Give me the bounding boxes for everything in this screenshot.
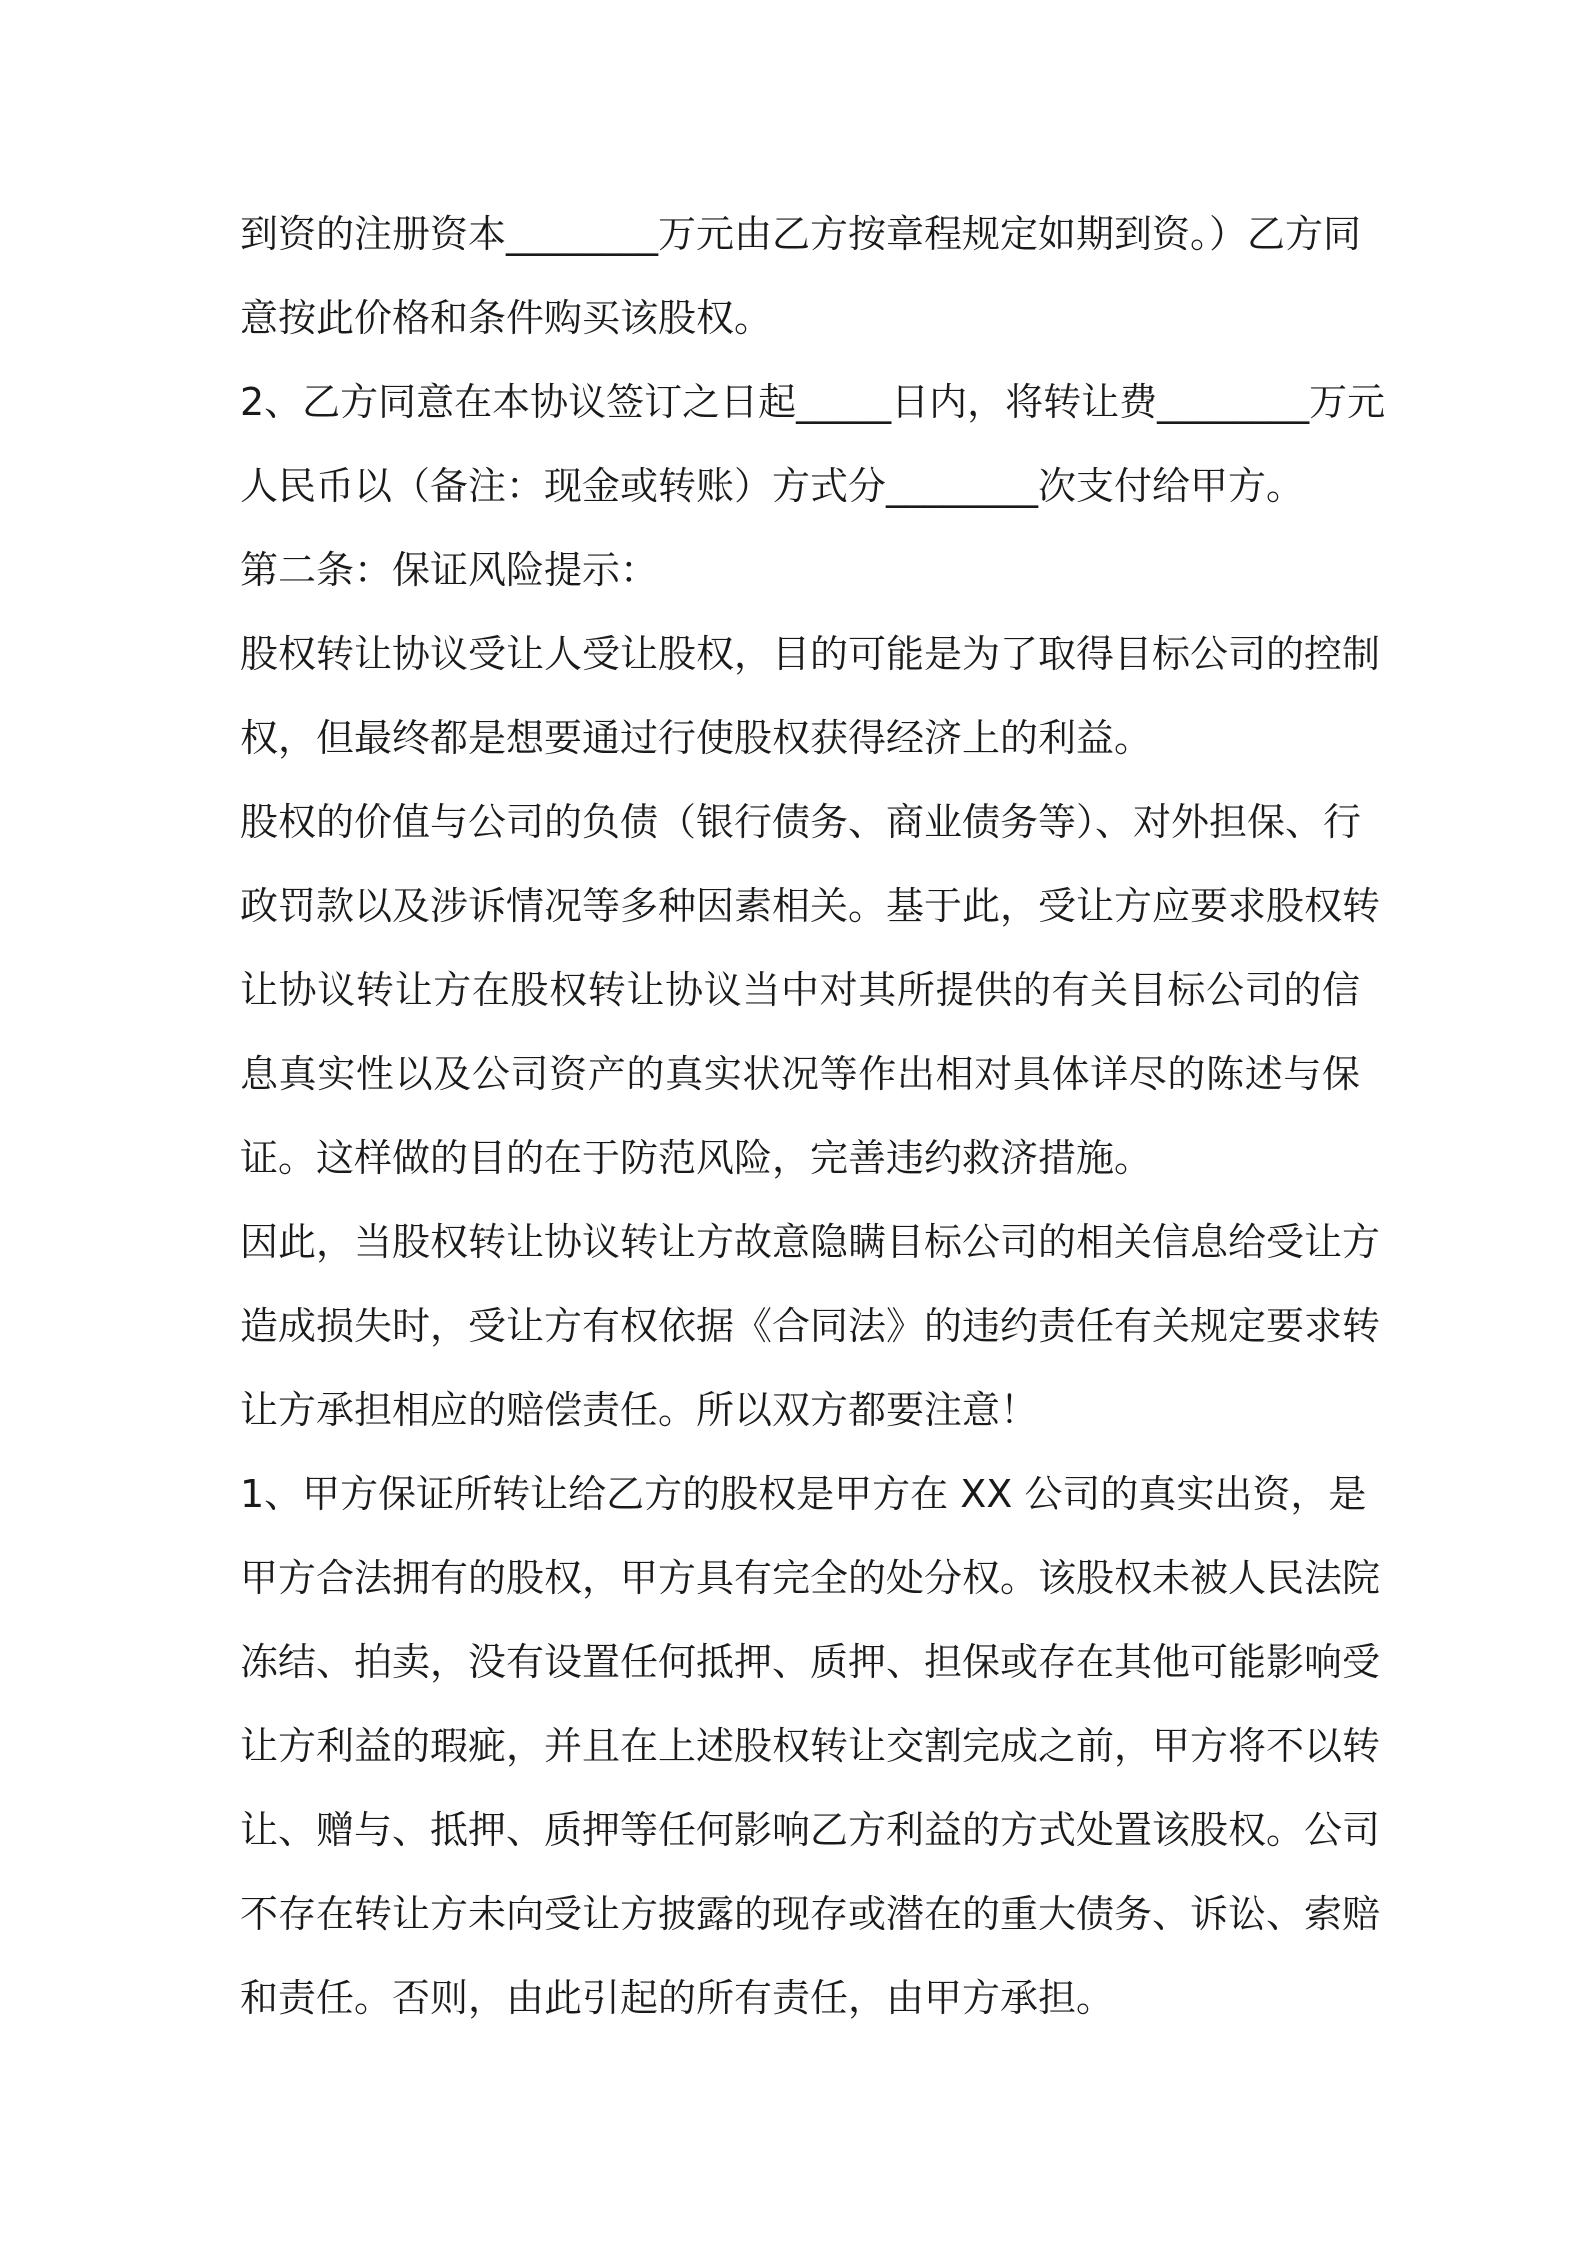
text-line: 2、乙方同意在本协议签订之日起_____日内，将转让费________万元 [240, 380, 1386, 424]
text-line: 权，但最终都是想要通过行使股权获得经济上的利益。 [240, 716, 1153, 760]
text-line: 1、甲方保证所转让给乙方的股权是甲方在 XX 公司的真实出资，是 [240, 1472, 1367, 1516]
text-line: 让、赠与、抵押、质押等任何影响乙方利益的方式处置该股权。公司 [240, 1808, 1381, 1852]
text-line: 甲方合法拥有的股权，甲方具有完全的处分权。该股权未被人民法院 [240, 1556, 1381, 1600]
text-line: 造成损失时，受让方有权依据《合同法》的违约责任有关规定要求转 [240, 1304, 1381, 1348]
text-line: 和责任。否则，由此引起的所有责任，由甲方承担。 [240, 1976, 1115, 2020]
section-heading: 第二条：保证风险提示： [240, 548, 659, 592]
text-line: 不存在转让方未向受让方披露的现存或潜在的重大债务、诉讼、索赔 [240, 1892, 1381, 1936]
text-line: 让方承担相应的赔偿责任。所以双方都要注意！ [240, 1388, 1039, 1432]
text-line: 息真实性以及公司资产的真实状况等作出相对具体详尽的陈述与保 [240, 1052, 1360, 1096]
text-line: 政罚款以及涉诉情况等多种因素相关。基于此，受让方应要求股权转 [240, 884, 1381, 928]
text-line: 人民币以（备注：现金或转账）方式分________次支付给甲方。 [240, 464, 1305, 508]
text-line: 股权转让协议受让人受让股权，目的可能是为了取得目标公司的控制 [240, 632, 1381, 676]
text-line: 到资的注册资本________万元由乙方按章程规定如期到资。）乙方同 [240, 212, 1362, 256]
text-line: 证。这样做的目的在于防范风险，完善违约救济措施。 [240, 1136, 1153, 1180]
document-page [240, 192, 1386, 2040]
text-line: 让协议转让方在股权转让协议当中对其所提供的有关目标公司的信 [240, 968, 1360, 1012]
text-line: 股权的价值与公司的负债（银行债务、商业债务等）、对外担保、行 [240, 800, 1362, 844]
text-line: 意按此价格和条件购买该股权。 [240, 296, 773, 340]
text-line: 因此，当股权转让协议转让方故意隐瞒目标公司的相关信息给受让方 [240, 1220, 1381, 1264]
text-line: 让方利益的瑕疵，并且在上述股权转让交割完成之前，甲方将不以转 [240, 1724, 1381, 1768]
text-line: 冻结、拍卖，没有设置任何抵押、质押、担保或存在其他可能影响受 [240, 1640, 1381, 1684]
